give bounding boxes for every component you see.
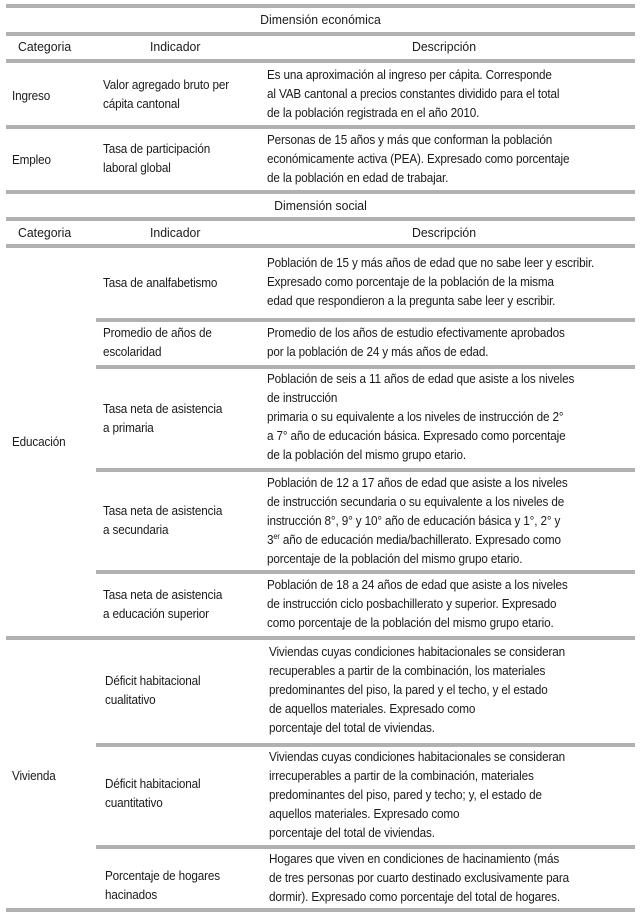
row-description bbox=[269, 748, 636, 843]
header-category: Categoria bbox=[18, 39, 72, 54]
group-category-education: Educación bbox=[12, 435, 66, 449]
indicator-line: escolaridad bbox=[103, 345, 162, 359]
row-description bbox=[267, 66, 634, 123]
row-rule bbox=[96, 570, 635, 574]
description-line: recuperables a partir de la combinación, los materiales bbox=[269, 664, 546, 678]
row-indicator bbox=[103, 274, 217, 293]
indicator-line: Promedio de años de bbox=[103, 326, 212, 340]
row-indicator bbox=[105, 775, 201, 813]
header-indicator: Indicador bbox=[150, 225, 201, 240]
indicator-line: Déficit habitacional bbox=[105, 674, 201, 688]
table-bottom-rule bbox=[6, 908, 635, 912]
description-line: predominantes del piso, pared y techo; y, el estado de bbox=[269, 788, 542, 802]
description-line: edad que respondieron a la pregunta sabe leer y escribir. bbox=[267, 294, 556, 308]
indicator-line: Tasa neta de asistencia bbox=[103, 588, 223, 602]
row-description bbox=[267, 131, 634, 188]
description-line: Hogares que viven en condiciones de hacinamiento (más bbox=[269, 852, 560, 866]
row-description bbox=[269, 850, 636, 907]
section-title-rule bbox=[6, 217, 635, 221]
indicator-line: Tasa neta de asistencia bbox=[103, 402, 223, 416]
indicator-line: a educación superior bbox=[103, 607, 209, 621]
row-indicator bbox=[105, 867, 220, 905]
description-line: Población de seis a 11 años de edad que asiste a los niveles bbox=[267, 372, 575, 386]
row-indicator bbox=[103, 324, 212, 362]
row-indicator bbox=[103, 140, 210, 178]
row-indicator bbox=[103, 76, 229, 114]
description-line: aquellos materiales. Expresado como bbox=[269, 807, 460, 821]
description-line: de tres personas por cuarto destinado exclusivamente para bbox=[269, 871, 569, 885]
description-line: Población de 12 a 17 años de edad que asiste a los niveles bbox=[267, 476, 568, 490]
header-rule bbox=[6, 244, 635, 248]
row-rule bbox=[96, 468, 635, 472]
description-line: Expresado como porcentaje de la población de la misma bbox=[267, 275, 554, 289]
section-title-social: Dimensión social bbox=[274, 198, 367, 213]
indicator-line: Valor agregado bruto per bbox=[103, 78, 230, 92]
description-line: predominantes del piso, la pared y el techo, y el estado bbox=[269, 683, 548, 697]
description-line: económicamente activa (PEA). Expresado como porcentaje bbox=[267, 152, 570, 166]
header-category: Categoria bbox=[18, 225, 72, 240]
row-description bbox=[267, 324, 634, 362]
description-line: Viviendas cuyas condiciones habitacionales se consideran bbox=[269, 645, 566, 659]
description-line: dormir). Expresado como porcentaje del total de hogares. bbox=[269, 890, 561, 904]
description-line: Promedio de los años de estudio efectivamente aprobados bbox=[267, 326, 565, 340]
description-line: como porcentaje de la población del mismo grupo etario. bbox=[267, 616, 554, 630]
description-line: porcentaje del total de viviendas. bbox=[269, 826, 435, 840]
row-indicator bbox=[103, 400, 222, 438]
group-rule bbox=[6, 636, 635, 640]
indicator-line: cápita cantonal bbox=[103, 97, 180, 111]
section-title-rule bbox=[6, 32, 635, 36]
indicator-line: cuantitativo bbox=[105, 796, 163, 810]
section-end-rule bbox=[6, 190, 635, 194]
row-category: Empleo bbox=[12, 153, 51, 167]
row-indicator bbox=[105, 672, 201, 710]
section-title-economic: Dimensión económica bbox=[260, 12, 381, 27]
indicator-line: a secundaria bbox=[103, 523, 169, 537]
row-category: Ingreso bbox=[12, 89, 51, 103]
indicator-line: Déficit habitacional bbox=[105, 777, 201, 791]
indicator-line: Tasa neta de asistencia bbox=[103, 504, 223, 518]
header-description: Descripción bbox=[412, 225, 477, 240]
row-description bbox=[267, 254, 634, 311]
description-line: instrucción 8°, 9° y 10° año de educación básica y 1°, 2° y bbox=[267, 514, 561, 528]
group-category-housing: Vivienda bbox=[12, 769, 56, 783]
row-rule bbox=[96, 743, 635, 747]
row-rule bbox=[96, 365, 635, 369]
description-line: Es una aproximación al ingreso per cápita. Corresponde bbox=[267, 68, 552, 82]
indicator-line: a primaria bbox=[103, 421, 154, 435]
description-line: de la población del mismo grupo etario. bbox=[267, 448, 467, 462]
description-line: porcentaje de la población del mismo grupo etario. bbox=[267, 552, 523, 566]
description-line: porcentaje del total de viviendas. bbox=[269, 721, 435, 735]
description-line: Personas de 15 años y más que conforman la población bbox=[267, 133, 553, 147]
description-line: Población de 15 y más años de edad que no sabe leer y escribir. bbox=[267, 256, 595, 270]
description-line: de instrucción bbox=[267, 391, 338, 405]
row-description bbox=[267, 370, 634, 465]
description-line: 3er año de educación media/bachillerato. Expresado como bbox=[267, 532, 561, 547]
indicator-line: cualitativo bbox=[105, 693, 156, 707]
description-line: de la población en edad de trabajar. bbox=[267, 171, 449, 185]
row-description bbox=[269, 643, 636, 738]
description-line: al VAB cantonal a precios constantes dividido para el total bbox=[267, 87, 560, 101]
description-line: Viviendas cuyas condiciones habitacionales se consideran bbox=[269, 750, 566, 764]
row-description bbox=[267, 576, 634, 633]
row-rule bbox=[96, 318, 635, 322]
indicator-line: laboral global bbox=[103, 161, 171, 175]
row-indicator bbox=[103, 502, 222, 540]
description-line: a 7° año de educación básica. Expresado como porcentaje bbox=[267, 429, 566, 443]
row-description bbox=[267, 474, 634, 569]
description-line: de la población registrada en el año 2010. bbox=[267, 106, 480, 120]
indicator-line: Tasa de participación bbox=[103, 142, 211, 156]
row-indicator bbox=[103, 586, 222, 624]
description-line: de instrucción ciclo posbachillerato y superior. Expresado bbox=[267, 597, 557, 611]
header-indicator: Indicador bbox=[150, 39, 201, 54]
description-line: Población de 18 a 24 años de edad que asiste a los niveles bbox=[267, 578, 568, 592]
description-line: primaria o su equivalente a los niveles de instrucción de 2° bbox=[267, 410, 564, 424]
header-description: Descripción bbox=[412, 39, 477, 54]
header-rule bbox=[6, 59, 635, 63]
description-line: de aquellos materiales. Expresado como bbox=[269, 702, 476, 716]
row-rule bbox=[6, 125, 635, 129]
description-line: por la población de 24 y más años de edad. bbox=[267, 345, 489, 359]
indicator-line: Tasa de analfabetismo bbox=[103, 276, 218, 290]
indicator-line: Porcentaje de hogares bbox=[105, 869, 220, 883]
indicator-line: hacinados bbox=[105, 888, 158, 902]
description-line: irrecuperables a partir de la combinación, materiales bbox=[269, 769, 534, 783]
table-top-rule bbox=[6, 4, 635, 8]
description-line: de instrucción secundaria o su equivalente a los niveles de bbox=[267, 495, 565, 509]
row-rule bbox=[96, 845, 635, 849]
